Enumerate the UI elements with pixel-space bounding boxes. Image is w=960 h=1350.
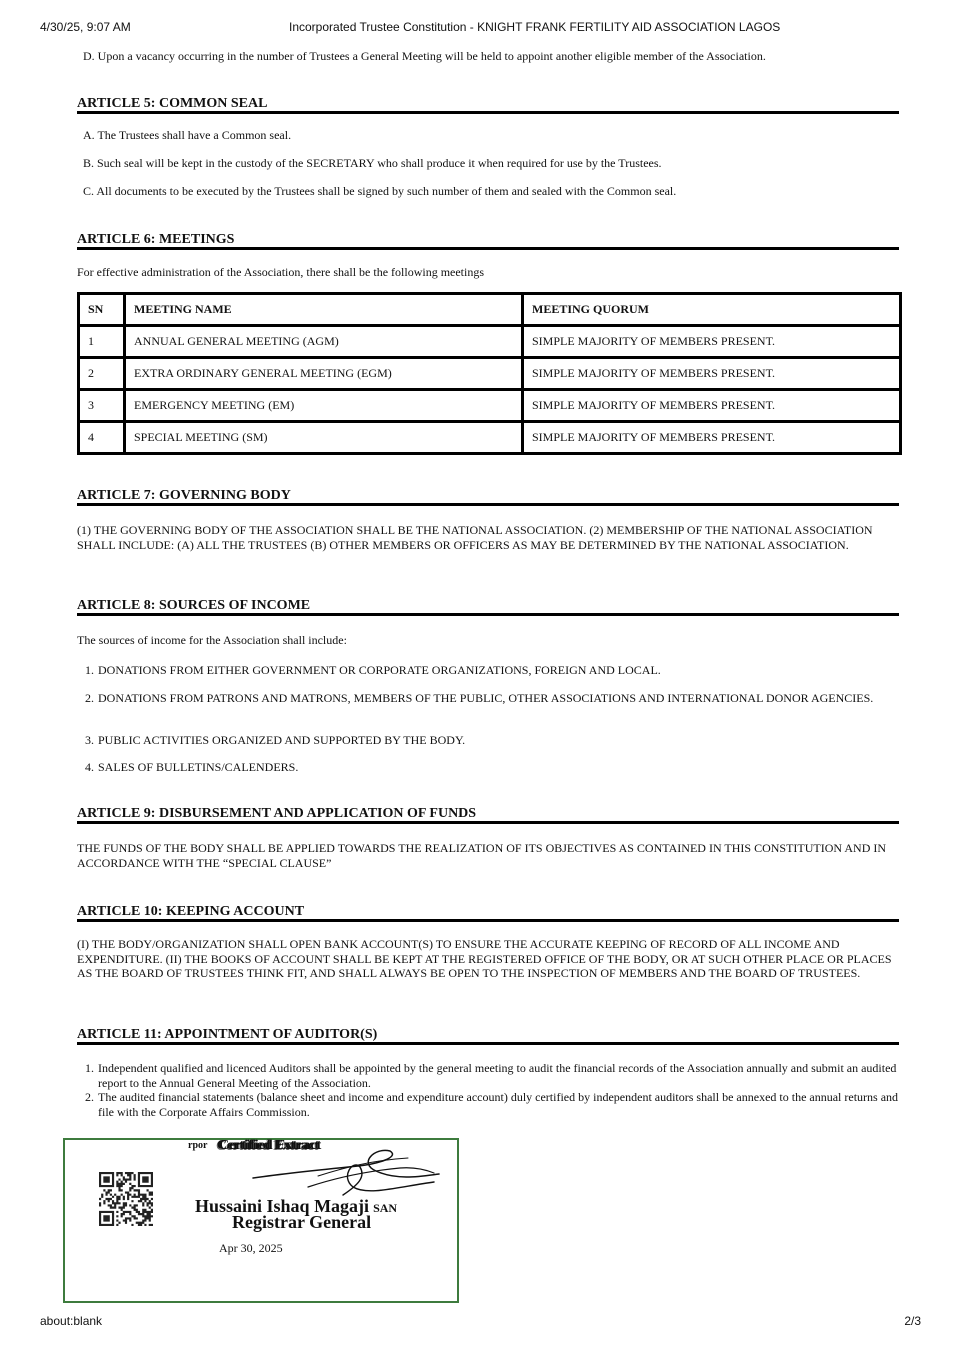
- list-item: [85, 1090, 899, 1119]
- cell-meeting-quorum: SIMPLE MAJORITY OF MEMBERS PRESENT.: [523, 390, 901, 422]
- article-8-intro: The sources of income for the Association shall include:: [77, 633, 347, 647]
- table-row: [79, 422, 901, 454]
- intro-clause: D. Upon a vacancy occurring in the number of Trustees a General Meeting will be held to appoint another eligible member of the Association.: [83, 49, 766, 63]
- article-9-text: THE FUNDS OF THE BODY SHALL BE APPLIED TOWARDS THE REALIZATION OF ITS OBJECTIVES AS CONTAINED IN THIS CONSTITUTION AND IN ACCORDANCE WITH THE “SPECIAL CLAUSE”: [77, 841, 887, 870]
- cell-sn: 1: [79, 326, 125, 358]
- meetings-table: [77, 292, 902, 455]
- list-item-text: Independent qualified and licenced Auditors shall be appointed by the general meeting to audit the financial records of the Association annually and submit an audited report to the Annual General Meeting of the Association.: [98, 1061, 897, 1090]
- article-7-text: (1) THE GOVERNING BODY OF THE ASSOCIATION SHALL BE THE NATIONAL ASSOCIATION. (2) MEMBERSHIP OF THE NATIONAL ASSOCIATION SHALL INCLUDE: (A) ALL THE TRUSTEES (B) OTHER MEMBERS OR OFFICERS AS MAY BE DETERMINED BY THE NATIONAL ASSOCIATION.: [77, 523, 873, 552]
- list-item-number: 4.: [85, 760, 94, 774]
- cell-sn: 3: [79, 390, 125, 422]
- print-page-number: 2/3: [904, 1314, 921, 1328]
- list-item: [85, 1061, 899, 1090]
- table-row: [79, 358, 901, 390]
- print-datetime: 4/30/25, 9:07 AM: [40, 20, 131, 34]
- list-item-number: 1.: [85, 1061, 94, 1075]
- column-header-meeting-name: MEETING NAME: [125, 294, 523, 326]
- certification-stamp: [63, 1138, 459, 1303]
- list-item-text: DONATIONS FROM EITHER GOVERNMENT OR CORPORATE ORGANIZATIONS, FOREIGN AND LOCAL.: [98, 663, 661, 677]
- list-item-number: 2.: [85, 1090, 94, 1104]
- certified-extract-label: Certified Extract: [217, 1138, 320, 1153]
- list-item-text: PUBLIC ACTIVITIES ORGANIZED AND SUPPORTED BY THE BODY.: [98, 733, 466, 747]
- print-page-title: Incorporated Trustee Constitution - KNIGHT FRANK FERTILITY AID ASSOCIATION LAGOS: [289, 20, 781, 34]
- list-item-number: 1.: [85, 663, 94, 677]
- registrar-role: Registrar General: [232, 1212, 372, 1232]
- article-6-intro: For effective administration of the Association, there shall be the following meetings: [77, 265, 485, 279]
- cell-meeting-name: EMERGENCY MEETING (EM): [125, 390, 523, 422]
- column-header-meeting-quorum: MEETING QUORUM: [523, 294, 901, 326]
- print-url: about:blank: [40, 1314, 103, 1328]
- cell-meeting-name: SPECIAL MEETING (SM): [125, 422, 523, 454]
- list-item: [85, 733, 899, 748]
- article-6-heading: ARTICLE 6: MEETINGS: [77, 232, 899, 250]
- table-header-row: [79, 294, 901, 326]
- article-10-heading: ARTICLE 10: KEEPING ACCOUNT: [77, 904, 899, 922]
- article-8-heading: ARTICLE 8: SOURCES OF INCOME: [77, 598, 899, 616]
- article-11-heading: ARTICLE 11: APPOINTMENT OF AUDITOR(S): [77, 1027, 899, 1045]
- column-header-sn: SN: [79, 294, 125, 326]
- certification-date: Apr 30, 2025: [219, 1241, 283, 1255]
- list-item: [85, 760, 899, 775]
- cell-meeting-name: ANNUAL GENERAL MEETING (AGM): [125, 326, 523, 358]
- list-item-text: DONATIONS FROM PATRONS AND MATRONS, MEMBERS OF THE PUBLIC, OTHER ASSOCIATIONS AND INTERNATIONAL DONOR AGENCIES.: [98, 691, 874, 705]
- article-7-heading: ARTICLE 7: GOVERNING BODY: [77, 488, 899, 506]
- registrar-name-suffix: SAN: [373, 1201, 398, 1215]
- list-item: [85, 691, 899, 706]
- article-9-heading: ARTICLE 9: DISBURSEMENT AND APPLICATION OF FUNDS: [77, 806, 899, 824]
- cell-meeting-quorum: SIMPLE MAJORITY OF MEMBERS PRESENT.: [523, 422, 901, 454]
- qr-code: [99, 1172, 153, 1226]
- list-item-number: 2.: [85, 691, 94, 705]
- cell-meeting-quorum: SIMPLE MAJORITY OF MEMBERS PRESENT.: [523, 358, 901, 390]
- table-row: [79, 326, 901, 358]
- table-row: [79, 390, 901, 422]
- registrar-signature: [248, 1146, 443, 1198]
- registrar-name-text: Hussaini Ishaq Magaji: [195, 1196, 370, 1216]
- list-item: [85, 663, 899, 678]
- article-5-clause-c: C. All documents to be executed by the Trustees shall be signed by such number of them and sealed with the Common seal.: [83, 184, 677, 198]
- list-item-text: SALES OF BULLETINS/CALENDERS.: [98, 760, 299, 774]
- cell-sn: 2: [79, 358, 125, 390]
- article-5-clause-a: A. The Trustees shall have a Common seal.: [83, 128, 292, 142]
- list-item-number: 3.: [85, 733, 94, 747]
- cell-sn: 4: [79, 422, 125, 454]
- article-5-heading: ARTICLE 5: COMMON SEAL: [77, 96, 899, 114]
- cell-meeting-name: EXTRA ORDINARY GENERAL MEETING (EGM): [125, 358, 523, 390]
- list-item-text: The audited financial statements (balance sheet and income and expenditure account) duly certified by independent auditors shall be annexed to the annual returns and file with the Corporate Affairs Commission.: [98, 1090, 899, 1119]
- cell-meeting-quorum: SIMPLE MAJORITY OF MEMBERS PRESENT.: [523, 326, 901, 358]
- article-10-text: (I) THE BODY/ORGANIZATION SHALL OPEN BANK ACCOUNT(S) TO ENSURE THE ACCURATE KEEPING OF RECORD OF ALL INCOME AND EXPENDITURE. (II) THE BOOKS OF ACCOUNT SHALL BE KEPT AT THE REGISTERED OFFICE OF THE BODY, OR AT SUCH OTHER PLACE OR PLACES AS THE BOARD OF TRUSTEES THINK FIT, AND SHALL ALWAYS BE OPEN TO THE INSPECTION OF MEMBERS AND THE BOARD OF TRUSTEES.: [77, 937, 892, 980]
- stamp-prefix-text: rpor: [188, 1140, 208, 1151]
- article-5-clause-b: B. Such seal will be kept in the custody of the SECRETARY who shall produce it when required for use by the Trustees.: [83, 156, 662, 170]
